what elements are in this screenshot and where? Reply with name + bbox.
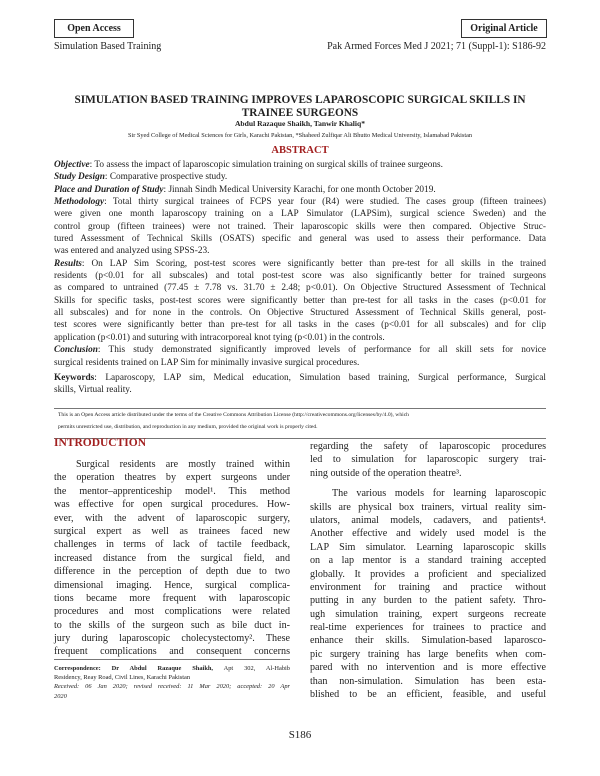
paragraph-line [54, 605, 290, 618]
abstract-line [54, 295, 546, 307]
paragraph-line [310, 688, 546, 701]
line-text: ugh simulation training, expert surgeons recreate [310, 608, 546, 620]
paragraph-line [310, 453, 546, 466]
line-text: To assess the impact of laparoscopic simulation training on surgical skills of trainee surgeons. [94, 160, 443, 170]
running-head-left: Simulation Based Training [54, 41, 162, 52]
section-label: Objective [54, 160, 90, 170]
paragraph-line [310, 675, 546, 688]
line-text: skills, Virtual reality. [54, 385, 132, 396]
paragraph-line [310, 608, 546, 621]
section-label: Study Design [54, 172, 105, 183]
paragraph-line [310, 581, 546, 594]
paragraph-line [310, 487, 546, 500]
line-text: was effective for open surgical procedures. How- [54, 499, 290, 511]
line-text: ning outside of the operation theatre³. [310, 467, 462, 479]
line-text: This study demonstrated significantly improved levels of performance for all skill sets for novice [108, 345, 546, 356]
paragraph-line [54, 525, 290, 538]
abstract-line [54, 196, 546, 208]
open-access-badge: Open Access [54, 19, 134, 38]
line-text: real-time experiences for trainees to practice and [310, 622, 546, 634]
article-type-badge: Original Article [461, 19, 547, 38]
abstract-line [54, 233, 546, 245]
article-title [40, 94, 560, 120]
paragraph-line [54, 619, 290, 632]
correspondence-block [54, 659, 290, 701]
abstract-line [54, 357, 546, 369]
abstract-line [54, 307, 546, 319]
line-text: Comparative prospective study. [109, 172, 228, 183]
line-text: environment for training and practice without [310, 581, 546, 593]
line-text: application (p<0.01) and suturing with intracorporeal knot tying (p<0.01) in the controls. [54, 332, 385, 343]
license-line [58, 411, 542, 423]
label-colon: : [104, 172, 110, 183]
paragraph-line [54, 538, 290, 551]
label-colon: : [104, 197, 113, 208]
line-text: all subscales) and for none in the controls. On Objective Structured Assessment of Technical Skills general, post- [54, 308, 546, 319]
line-text: On LAP Sim Scoring, post-test scores were significantly better than pre-test for all skills in the trained [91, 258, 546, 269]
line-text: permits unrestricted use, distribution, and reproduction in any medium, provided the original work is properly cited. [58, 424, 318, 431]
line-text: challenges in terms of lack of tactile feedback, [54, 539, 290, 551]
line-text: pared with no intervention and is more effective [310, 662, 546, 674]
line-text: as compared to untrained (77.45 ± 7.78 vs. 31.70 ± 2.48; p<0.01). On Objective Structured Assessment of Technical [54, 283, 546, 294]
line-text: ulators, animal models, cadavers, and patients⁴. [310, 514, 546, 526]
section-label: Results [54, 258, 82, 269]
line-text: Laparoscopy, LAP sim, Medical education, Simulation based training, Surgical performance, Surgical [105, 372, 546, 383]
line-text: The various models for learning laparoscopic [332, 488, 546, 500]
body-column-right [310, 440, 546, 701]
label-colon: : [89, 160, 95, 170]
label-colon: : [81, 258, 92, 269]
paragraph-line [54, 498, 290, 511]
line-text: Skills for specific tasks, post-test scores were significantly better than pre-test for all tasks in the cases (p<0.01 for [54, 295, 546, 306]
paragraph-line [54, 485, 290, 498]
license-notice [54, 408, 546, 439]
line-text: surgical expert as well as trainees faced new [54, 525, 290, 537]
line-text: frequent complications and consequent concerns [54, 646, 290, 658]
label-colon: : [94, 372, 106, 383]
line-text: globally. It provides a proficient and specialized [310, 568, 546, 580]
paragraph-line [310, 501, 546, 514]
line-text: tions became more frequent with laparoscopic [54, 592, 290, 604]
paragraph-line [310, 634, 546, 647]
line-text: Jinnah Sindh Medical University Karachi, for one month October 2019. [168, 184, 436, 195]
line-text: Total thirty surgical trainees of FCPS year four (R4) were studied. The cases group (fifteen trainees) [112, 197, 546, 208]
received-dates: Received: 06 Jan 2020; revised received: 11 Mar 2020; accepted: 20 Apr [54, 683, 290, 691]
label-colon: : [163, 184, 169, 195]
paragraph-line [310, 568, 546, 581]
line-text: ever, with the advent of laparoscopic surgery, [54, 512, 290, 524]
introduction-heading: INTRODUCTION [54, 437, 147, 449]
line-text: jury during laparoscopic cholecystectomy². These [54, 633, 290, 645]
line-text: enhance their skills. Simulation-based laparosco- [310, 635, 546, 647]
abstract-line [54, 344, 546, 356]
line-text: difference in the perception of depth due to two [54, 566, 290, 578]
paragraph-line [54, 645, 290, 658]
abstract-line [54, 171, 546, 183]
affiliation: Sir Syed College of Medical Sciences for Girls, Karachi Pakistan, *Shaheed Zulfiqar Ali Bhutto Medical University, Islamabad Pakistan [127, 132, 473, 139]
line-text: on a lap mentor is a standard training accepted [310, 555, 546, 567]
correspondence-line: Residency, Reay Road, Civil Lines, Karachi Pakistan [54, 674, 191, 682]
line-text: residents (p<0.01 for all subscales) and total post-test score was also significantly better for trained surgeons [54, 271, 546, 282]
abstract-line [54, 332, 546, 344]
abstract-line [54, 245, 546, 257]
paragraph-line [310, 514, 546, 527]
line-text: blished to be an efficient, feasible, and useful [310, 689, 546, 701]
paragraph-line [54, 632, 290, 645]
paragraph-line [310, 594, 546, 607]
correspondence-line [54, 664, 290, 673]
line-text: putting in any burden to the patient safety. Thro- [310, 595, 546, 607]
section-label: Methodology [54, 197, 105, 208]
page-number: S186 [288, 729, 312, 741]
section-label: Place and Duration of Study [54, 184, 164, 195]
section-label: Conclusion [54, 345, 98, 356]
body-column-left [54, 458, 290, 659]
paragraph-line [54, 512, 290, 525]
authors: Abdul Razaque Shaikh, Tanwir Khaliq* [234, 119, 366, 128]
line-text: skills are physical box trainers, virtual reality sim- [310, 501, 546, 513]
line-text: Another effective and widely used model is the [310, 528, 546, 540]
line-text: were given one month laparoscopy training on a LAP Simulator (LAPSim), surgical science Sweden) and the [54, 209, 546, 220]
abstract-line [54, 159, 546, 171]
received-dates: 2020 [54, 692, 67, 700]
abstract [54, 159, 546, 397]
keywords-line [54, 372, 546, 384]
line-text: regarding the safety of laparoscopic procedures [310, 441, 546, 452]
running-head-right: Pak Armed Forces Med J 2021; 71 (Suppl-1): S186-92 [327, 41, 546, 52]
line-text: was entered and analyzed using SPSS-23. [54, 246, 210, 257]
line-text: increased distance from the surgical field, and [54, 552, 290, 564]
line-text: This is an Open Access article distributed under the terms of the Creative Commons Attribution License (http://creativecommons.org/licenses/by/4.0), which [58, 412, 409, 418]
line-text: the operation theatres by expert surgeons under [54, 472, 290, 484]
paragraph-line [54, 579, 290, 592]
line-text: test scores were significantly better than pre-test for all tasks in the cases (p<0.01 for all subscales) and for clip [54, 320, 546, 331]
line-text: tured Assessment of Technical Skills (OSATS) specific and general was used to assess their performance. Data [54, 234, 546, 245]
abstract-heading: ABSTRACT [271, 145, 329, 156]
line-text: to the skills of the surgeon such as bile duct in- [54, 619, 290, 631]
abstract-line [54, 208, 546, 220]
line-text: surgical residents trained on LAP Sim for minimally invasive surgical procedures. [54, 357, 360, 368]
paragraph-line [310, 467, 546, 480]
abstract-line [54, 258, 546, 270]
title-line: TRAINEE SURGEONS [241, 107, 359, 119]
license-line [58, 423, 542, 435]
line-text: procedures and most complications were related [54, 606, 290, 618]
keywords-line [54, 384, 546, 396]
paragraph-line [310, 527, 546, 540]
line-text: led to simulation for laparoscopic surgery trai- [310, 454, 546, 466]
paragraph-line [310, 621, 546, 634]
paragraph-line [54, 592, 290, 605]
abstract-line [54, 319, 546, 331]
abstract-line [54, 221, 546, 233]
paragraph-line [54, 458, 290, 471]
line-text: LAP Sim simulator. Learning laparoscopic skills [310, 541, 546, 553]
title-line: SIMULATION BASED TRAINING IMPROVES LAPAROSCOPIC SURGICAL SKILLS IN [74, 94, 526, 106]
line-text: than non-simulation. Simulation has been esta- [310, 675, 546, 687]
correspondence-label: Correspondence: Dr Abdul Razaque Shaikh, [54, 665, 214, 672]
line-text: pic surgery training has large benefits when com- [310, 648, 546, 660]
paragraph-line [310, 541, 546, 554]
abstract-line [54, 270, 546, 282]
line-text: the mentor–apprenticeship model¹. This method [54, 485, 290, 497]
line-text: control group (fifteen trainees) were not trained. Their laparoscopic skills were then compared. Objective Struc- [54, 221, 546, 232]
paragraph-line [310, 554, 546, 567]
abstract-line [54, 184, 546, 196]
paragraph-line [310, 440, 546, 453]
paragraph-line [310, 661, 546, 674]
line-text: dimensional imaging. Hence, surgical complica- [54, 579, 290, 591]
label-colon: : [97, 345, 109, 356]
paragraph-line [310, 648, 546, 661]
paragraph-line [54, 565, 290, 578]
section-label: Keywords [54, 372, 95, 383]
abstract-line [54, 282, 546, 294]
line-text: Surgical residents are mostly trained within [76, 459, 290, 470]
paragraph-line [54, 471, 290, 484]
paragraph-line [54, 552, 290, 565]
correspondence-address: Apt 302, Al-Habib [223, 665, 291, 672]
